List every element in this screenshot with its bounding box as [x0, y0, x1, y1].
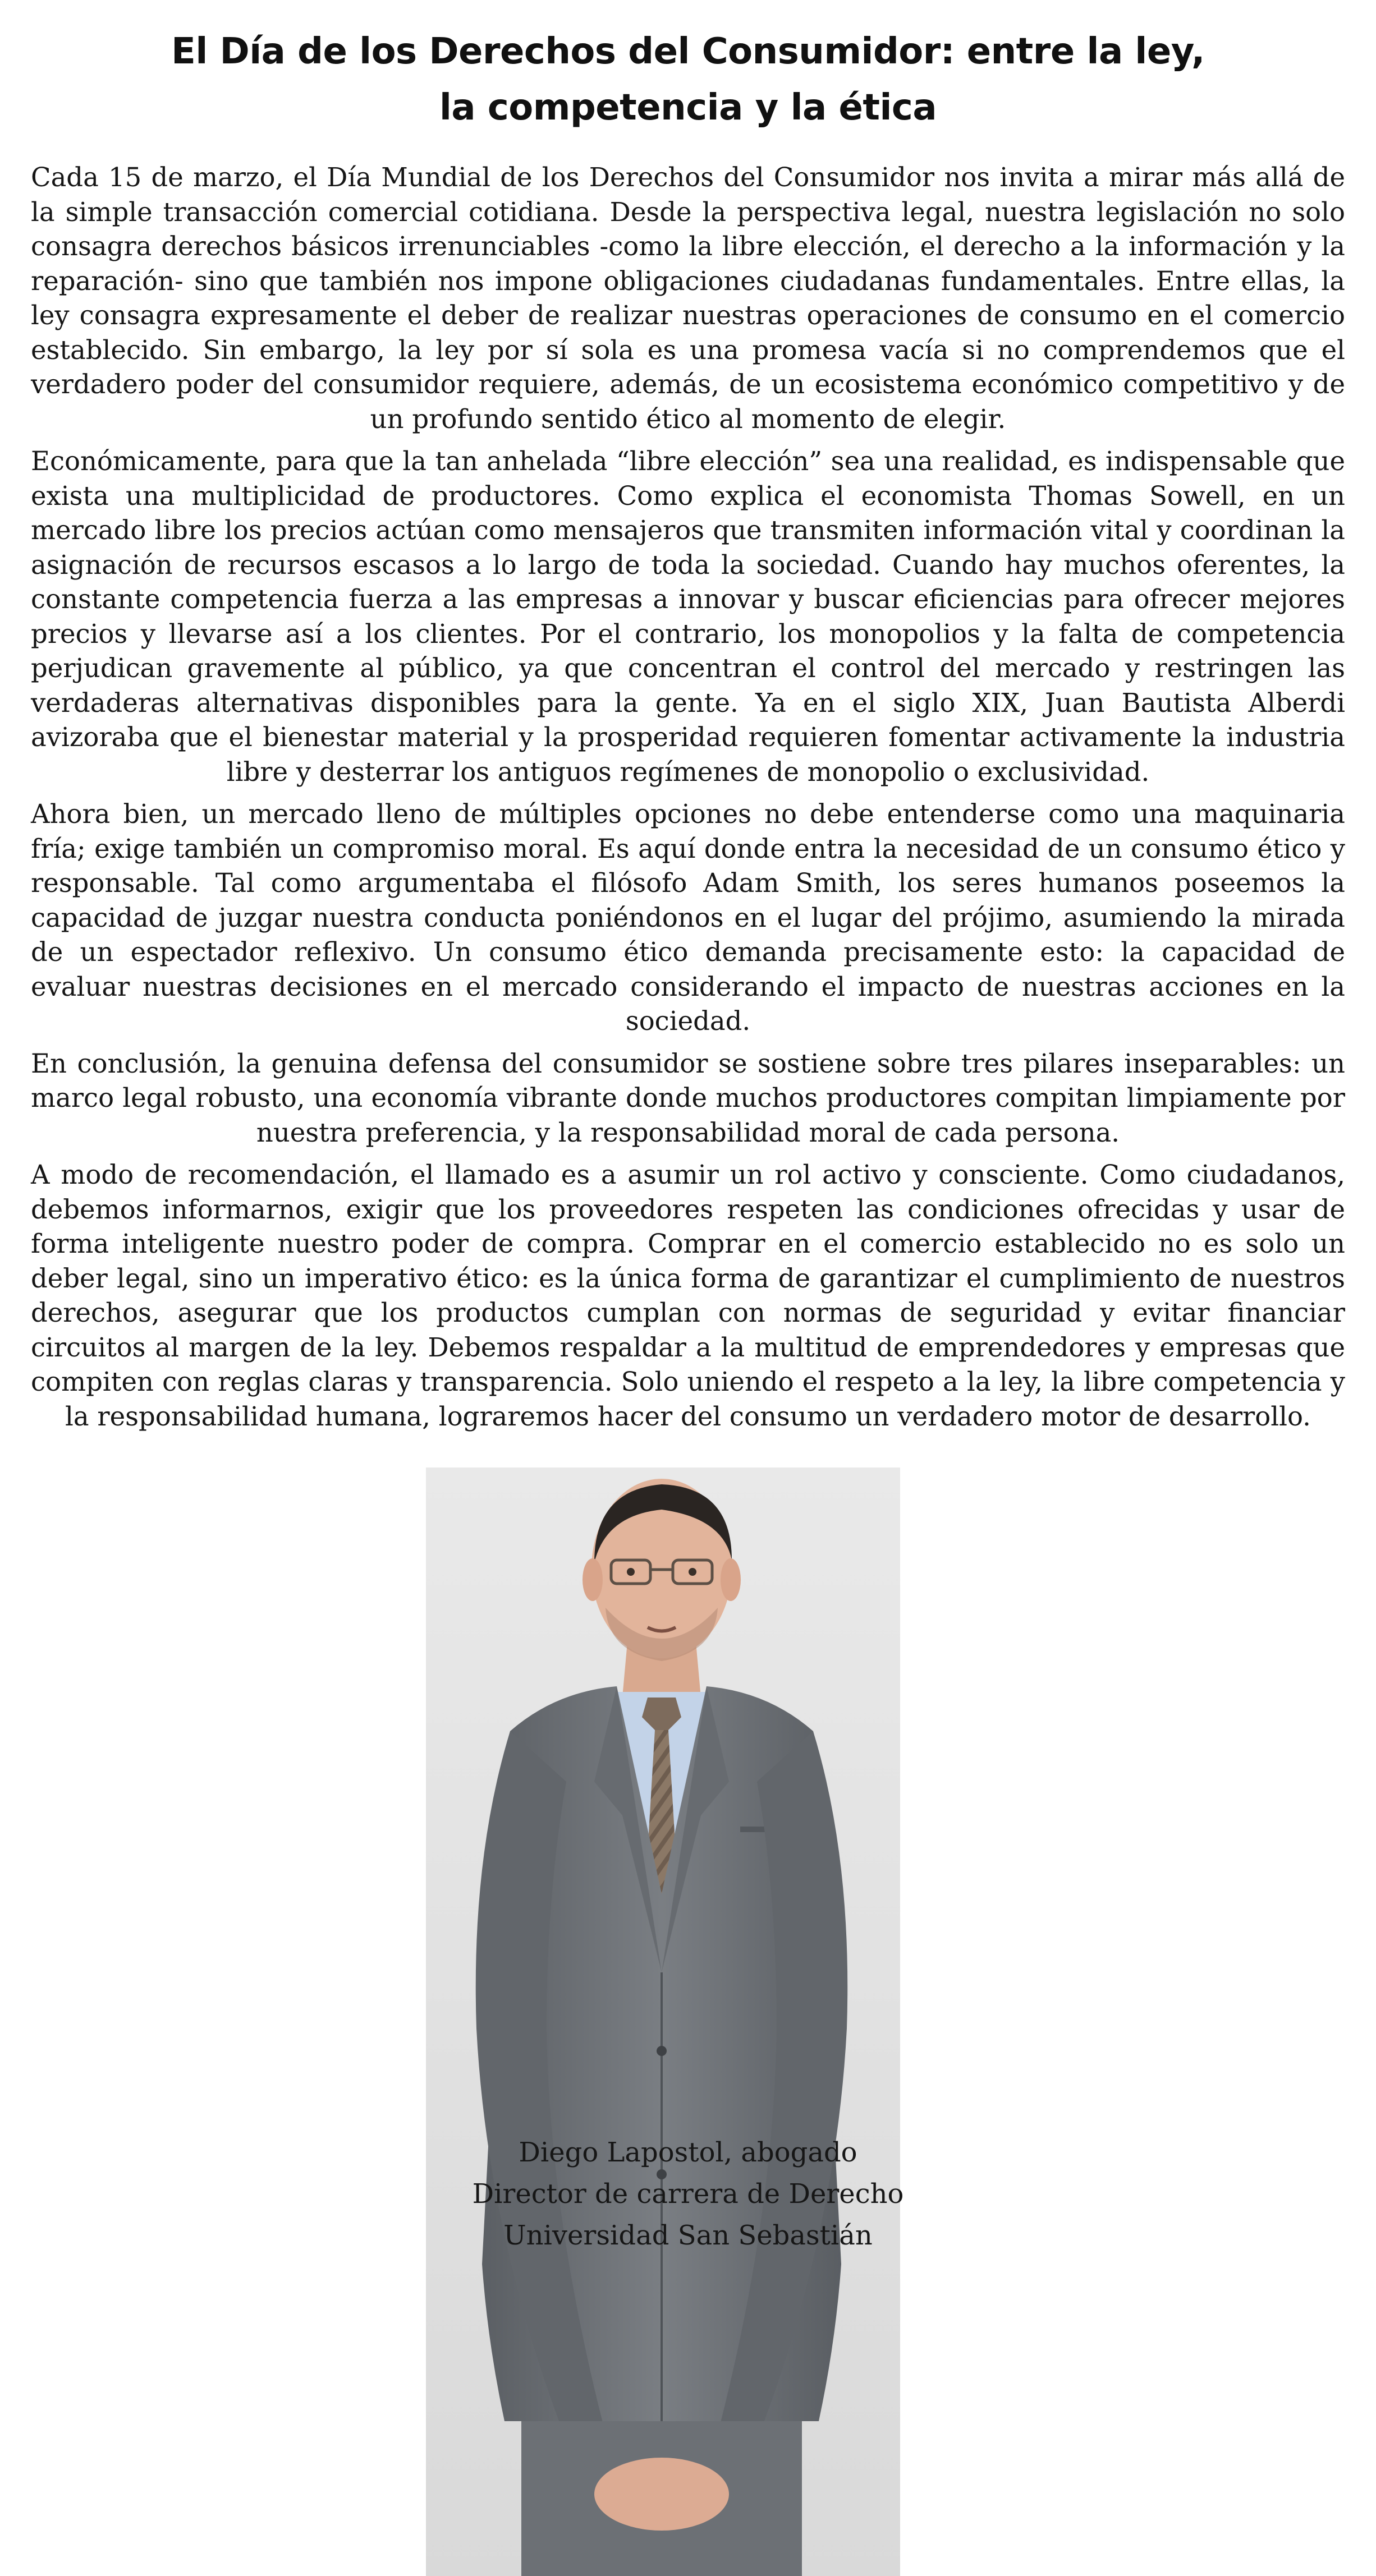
author-photo-figure	[426, 1468, 900, 2576]
author-institution: Universidad San Sebastián	[503, 2220, 873, 2251]
article-title	[31, 24, 1345, 136]
paragraph-economics: Económicamente, para que la tan anhelada “libre elección” sea una realidad, es indispensable que exista una multiplicidad de productores. Como explica el economista Thomas Sowell, en un mercado libre los precios actúan como mensajeros que transmiten información vital y coordinan la asignación de recursos escasos a lo largo de toda la sociedad. Cuando hay muchos oferentes, la constante competencia fuerza a las empresas a innovar y buscar eficiencias para ofrecer mejores precios y llevarse así a los clientes. Por el contrario, los monopolios y la falta de competencia perjudican gravemente al público, ya que concentran el control del mercado y restringen las verdaderas alternativas disponibles para la gente. Ya en el siglo XIX, Juan Bautista Alberdi avizoraba que el bienestar material y la prosperidad requieren fomentar activamente la industria libre y desterrar los antiguos regímenes de monopolio o exclusividad.	[31, 446, 1345, 787]
author-role: Director de carrera de Derecho	[472, 2178, 904, 2210]
author-photo	[426, 1468, 900, 2576]
author-caption	[0, 2132, 1376, 2256]
paragraph-ethics: Ahora bien, un mercado lleno de múltiples opciones no debe entenderse como una maquinaria fría; exige también un compromiso moral. Es aquí donde entra la necesidad de un consumo ético y responsable. Tal como argumentaba el filósofo Adam Smith, los seres humanos poseemos la capacidad de juzgar nuestra conducta poniéndonos en el lugar del prójimo, asumiendo la mirada de un espectador reflexivo. Un consumo ético demanda precisamente esto: la capacidad de evaluar nuestras decisiones en el mercado considerando el impacto de nuestras acciones en la sociedad.	[31, 799, 1345, 1036]
paragraph-intro: Cada 15 de marzo, el Día Mundial de los Derechos del Consumidor nos invita a mirar más allá de la simple transacción comercial cotidiana. Desde la perspectiva legal, nuestra legislación no solo consagra derechos básicos irrenunciables -como la libre elección, el derecho a la información y la reparación- sino que también nos impone obligaciones ciudadanas fundamentales. Entre ellas, la ley consagra expresamente el deber de realizar nuestras operaciones de consumo en el comercio establecido. Sin embargo, la ley por sí sola es una promesa vacía si no comprendemos que el verdadero poder del consumidor requiere, además, de un ecosistema económico competitivo y de un profundo sentido ético al momento de elegir.	[31, 162, 1345, 434]
paragraph-recommendation: A modo de recomendación, el llamado es a asumir un rol activo y consciente. Como ciudadanos, debemos informarnos, exigir que los proveedores respeten las condiciones ofrecidas y usar de forma inteligente nuestro poder de compra. Comprar en el comercio establecido no es solo un deber legal, sino un imperativo ético: es la única forma de garantizar el cumplimiento de nuestros derechos, asegurar que los productos cumplan con normas de seguridad y evitar financiar circuitos al margen de la ley. Debemos respaldar a la multitud de emprendedores y empresas que compiten con reglas claras y transparencia. Solo uniendo el respeto a la ley, la libre competencia y la responsabilidad humana, lograremos hacer del consumo un verdadero motor de desarrollo.	[31, 1160, 1345, 1432]
article-body	[31, 160, 1345, 1434]
author-name: Diego Lapostol, abogado	[519, 2137, 857, 2168]
author-portrait-illustration	[426, 1468, 900, 2576]
paragraph-conclusion: En conclusión, la genuina defensa del consumidor se sostiene sobre tres pilares inseparables: un marco legal robusto, una economía vibrante donde muchos productores compitan limpiamente por nuestra preferencia, y la responsabilidad moral de cada persona.	[31, 1048, 1345, 1148]
article-title-line-2: la competencia y la ética	[439, 87, 937, 128]
article-title-line-1: El Día de los Derechos del Consumidor: entre la ley,	[171, 31, 1205, 72]
